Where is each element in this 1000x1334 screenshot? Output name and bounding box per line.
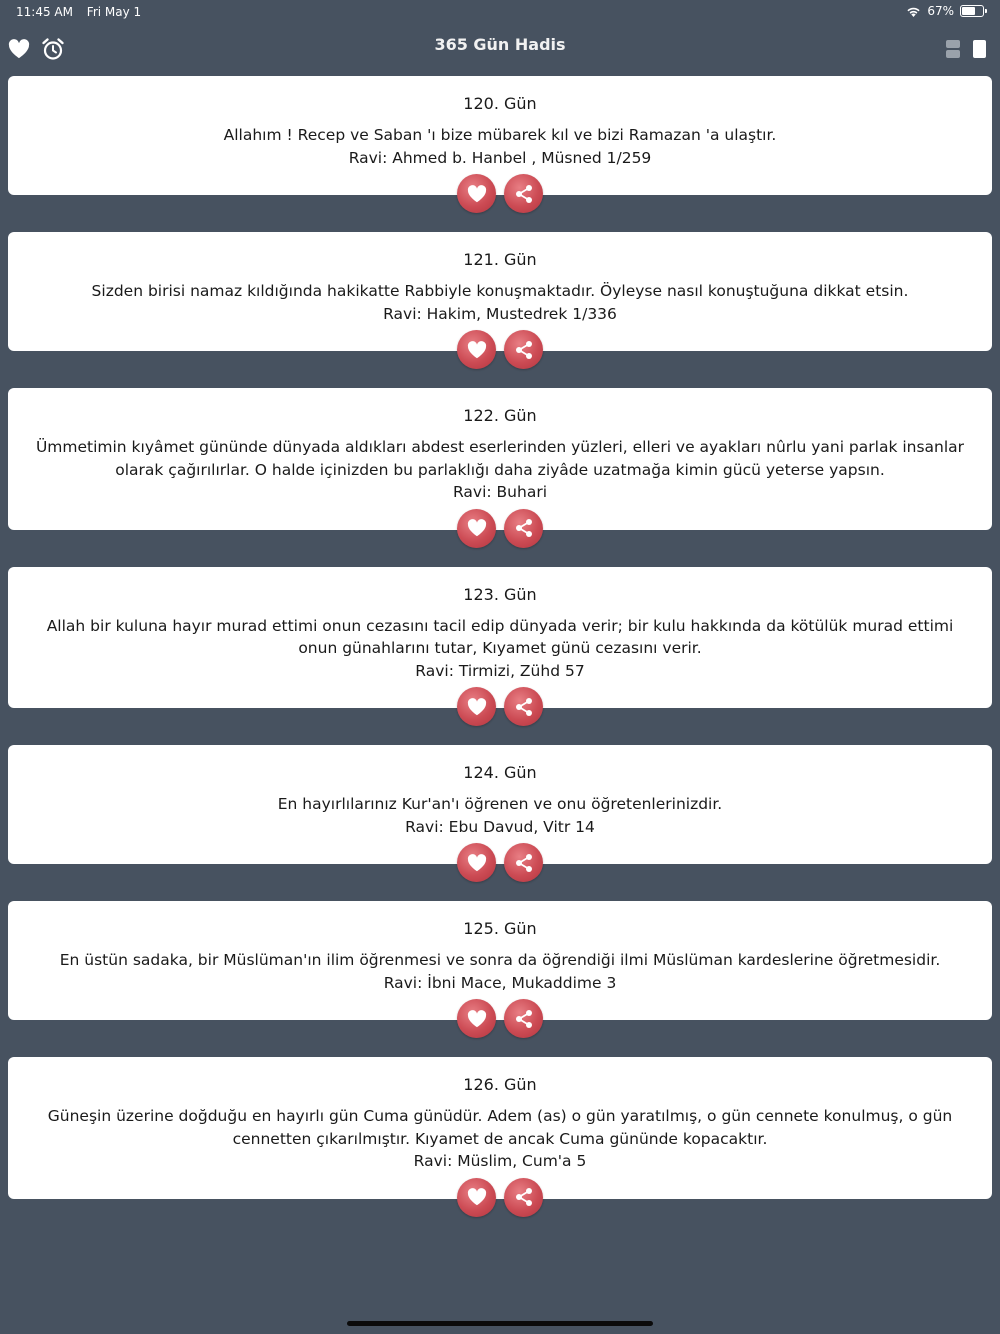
share-button[interactable] [504, 174, 543, 213]
hadith-ravi: Ravi: Tirmizi, Zühd 57 [415, 661, 585, 680]
layout-toggle-button[interactable] [944, 36, 988, 62]
hadith-actions [8, 1178, 992, 1218]
share-icon [514, 1187, 534, 1207]
heart-icon [467, 854, 487, 872]
share-icon [514, 697, 534, 717]
home-indicator[interactable] [347, 1321, 653, 1326]
hadith-day: 120. Gün [463, 94, 537, 113]
hadith-card [8, 745, 992, 864]
like-button[interactable] [457, 1178, 496, 1217]
hadith-card [8, 232, 992, 351]
heart-icon [467, 698, 487, 716]
hadith-ravi: Ravi: Buhari [452, 483, 547, 501]
layout-toggle-icon [945, 39, 987, 59]
share-button[interactable] [504, 843, 543, 882]
hadith-actions [8, 174, 992, 214]
heart-icon [467, 519, 487, 537]
hadith-text: Ümmetimin kıyâmet gününde dünyada aldıkları abdest eserlerinden yüzleri, elleri ve ayakları nûrlu yani parlak insanlar olarak çağırılırlar. O halde içinizden bu parlaklığı daha ziyâde uzatmağa kimin gücü yeterse yapsın. [35, 438, 965, 479]
battery-icon [960, 5, 984, 17]
status-date: Fri May 1 [86, 5, 142, 19]
hadith-text: Güneşin üzerine doğduğu en hayırlı gün Cuma günüdür. Adem (as) o gün yaratılmış, o gün cennete konulmuş, o gün cennetten çıkarılmıştır. Kıyamet de ancak Cuma gününde kopacaktır. [47, 1107, 953, 1148]
share-button[interactable] [504, 330, 543, 369]
hadith-day: 125. Gün [463, 919, 537, 938]
hadith-card [8, 1057, 992, 1199]
nav-bar [0, 26, 1000, 70]
hadith-text: Sizden birisi namaz kıldığında hakikatte Rabbiyle konuşmaktadır. Öyleyse nasıl konuştuğuna dikkat etsin. [91, 282, 909, 300]
like-button[interactable] [457, 509, 496, 548]
share-button[interactable] [504, 1178, 543, 1217]
battery-fill [962, 7, 975, 15]
hadith-day: 124. Gün [463, 763, 537, 782]
hadith-card [8, 388, 992, 530]
like-button[interactable] [457, 174, 496, 213]
status-right [906, 4, 984, 18]
share-icon [514, 184, 534, 204]
hadith-actions [8, 999, 992, 1039]
hadith-card [8, 901, 992, 1020]
hadith-actions [8, 509, 992, 549]
hadith-text: Allah bir kuluna hayır murad ettimi onun cezasını tacil edip dünyada verir; bir kulu hakkında da kötülük murad ettimi onun günahlarını tutar, Kıyamet günü cezasını verir. [46, 616, 954, 657]
like-button[interactable] [457, 843, 496, 882]
heart-icon [467, 1188, 487, 1206]
hadith-card [8, 567, 992, 709]
status-left [16, 5, 151, 19]
page-title: 365 Gün Hadis [434, 35, 566, 54]
hadith-actions [8, 687, 992, 727]
battery-percent: 67% [927, 4, 954, 18]
hadith-text: En üstün sadaka, bir Müslüman'ın ilim öğrenmesi ve sonra da öğrendiği ilmi Müslüman kardeslerine öğretmesidir. [59, 951, 941, 969]
like-button[interactable] [457, 999, 496, 1038]
hadith-day: 126. Gün [463, 1075, 537, 1094]
share-icon [514, 340, 534, 360]
like-button[interactable] [457, 687, 496, 726]
like-button[interactable] [457, 330, 496, 369]
status-time: 11:45 AM [16, 5, 73, 19]
hadith-ravi: Ravi: Ahmed b. Hanbel , Müsned 1/259 [348, 148, 652, 167]
heart-icon [467, 185, 487, 203]
share-icon [514, 1009, 534, 1029]
hadith-text: En hayırlılarınız Kur'an'ı öğrenen ve onu öğretenlerinizdir. [277, 795, 723, 813]
hadith-actions [8, 330, 992, 370]
hadith-list [8, 76, 992, 1236]
hadith-ravi: Ravi: İbni Mace, Mukaddime 3 [383, 973, 617, 992]
share-button[interactable] [504, 687, 543, 726]
hadith-day: 122. Gün [463, 406, 537, 425]
heart-icon [467, 341, 487, 359]
share-icon [514, 518, 534, 538]
share-button[interactable] [504, 999, 543, 1038]
hadith-ravi: Ravi: Ebu Davud, Vitr 14 [405, 817, 595, 836]
heart-icon [467, 1010, 487, 1028]
share-button[interactable] [504, 509, 543, 548]
hadith-day: 123. Gün [463, 584, 537, 604]
status-bar [0, 0, 1000, 24]
share-icon [514, 853, 534, 873]
hadith-actions [8, 843, 992, 883]
hadith-ravi: Ravi: Hakim, Mustedrek 1/336 [383, 304, 617, 323]
wifi-icon [906, 6, 921, 17]
hadith-text: Allahım ! Recep ve Saban 'ı bize mübarek kıl ve bizi Ramazan 'a ulaştır. [223, 126, 777, 144]
hadith-card [8, 76, 992, 195]
hadith-day: 121. Gün [463, 250, 537, 269]
hadith-ravi: Ravi: Müslim, Cum'a 5 [413, 1152, 587, 1170]
